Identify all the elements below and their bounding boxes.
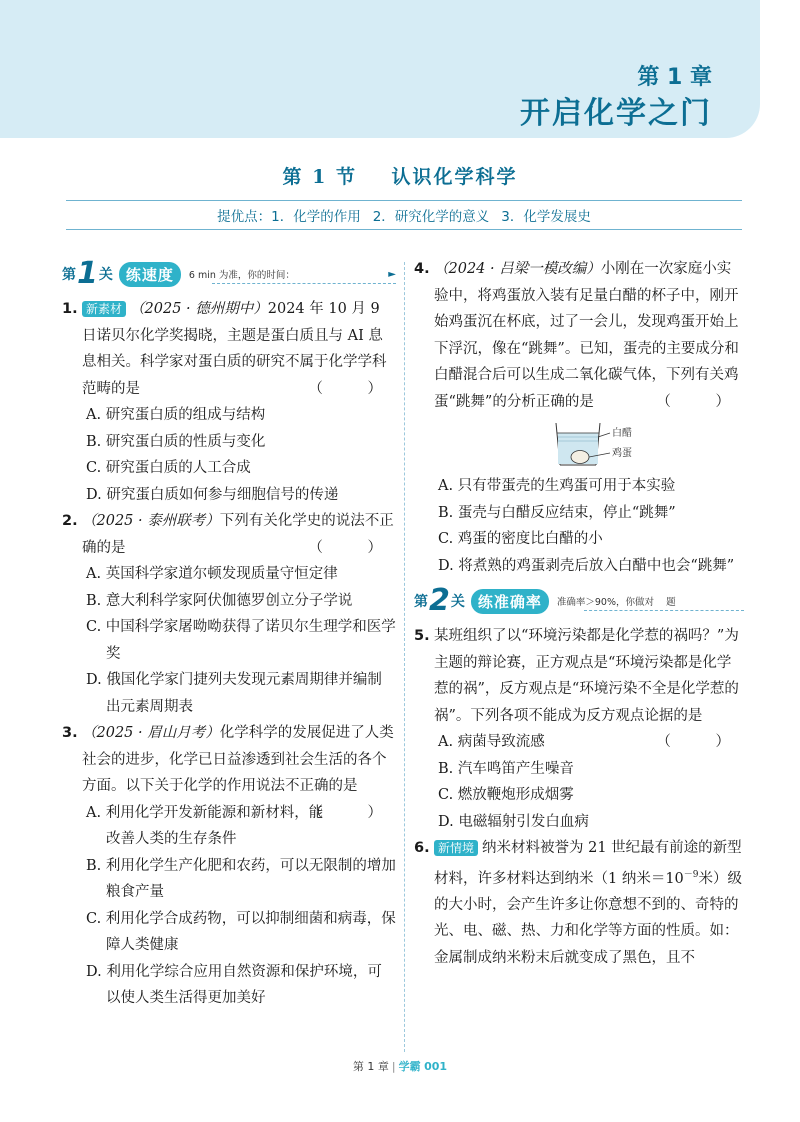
option-b: B. 意大利科学家阿伏伽德罗创立分子学说	[86, 592, 353, 609]
question-number: 6.	[414, 840, 430, 856]
option-b: B. 汽车鸣笛产生噪音	[438, 760, 574, 777]
question-source: （2025 · 眉山月考）	[82, 725, 220, 741]
answer-blank: （ ）	[308, 380, 402, 397]
question-text: 化学科学的发展促进了人类社会的进步，化学已日益渗透到社会生活的各个方面。以下关于化学的作用说法不正确的是	[82, 725, 394, 794]
focus-item-1: 1．化学的作用	[271, 209, 361, 225]
option-a: A. 英国科学家道尔顿发现质量守恒定律	[86, 566, 338, 582]
question-1	[62, 296, 402, 508]
answer-blank: （ ）	[308, 539, 402, 556]
chapter-title: 开启化学之门	[520, 96, 712, 131]
level-2-note: 准确率＞90%，你做对 题	[556, 597, 676, 608]
right-column	[414, 256, 750, 971]
cup-egg-figure	[414, 415, 744, 473]
question-text: 小刚在一次家庭小实验中，将鸡蛋放入装有足量白醋的杯子中，刚开始鸡蛋沉在杯底，过了一会儿，发现鸡蛋开始上下浮沉，像在“跳舞”。已知，蛋壳的主要成分和白醋混合后可以生成二氧化碳气体，下列有关鸡蛋“跳舞”的分析正确的是	[434, 261, 739, 410]
level-1-header	[62, 256, 396, 292]
option-d: D. 俄国化学家门捷列夫发现元素周期律并编制出元素周期表	[86, 672, 382, 715]
level-2-number: 2	[429, 583, 450, 618]
option-c: C. 研究蛋白质的人工合成	[86, 460, 251, 476]
question-text: 下列有关化学史的说法不正确的是	[82, 513, 394, 556]
question-text-part-1: 纳米材料被誉为 21 世纪最有前途的新型材料，许多材料达到纳米（1 纳米＝10	[434, 840, 742, 887]
option-d: D. 将煮熟的鸡蛋剥壳后放入白醋中也会“跳舞”	[438, 557, 735, 574]
level-1-name: 练速度	[119, 262, 181, 287]
question-number: 5.	[414, 628, 430, 644]
option-c: C. 鸡蛋的密度比白醋的小	[438, 531, 603, 547]
option-a: A. 只有带蛋壳的生鸡蛋可用于本实验	[438, 478, 676, 494]
focus-points-bar	[66, 200, 742, 230]
focus-label: 提优点：	[217, 209, 272, 225]
question-6	[414, 835, 744, 971]
answer-blank: （ ）	[308, 804, 402, 821]
level-2-suffix: 关	[450, 594, 465, 610]
page-number: 001	[424, 1060, 448, 1073]
option-b: B. 蛋壳与白醋反应结束，停止“跳舞”	[438, 504, 676, 521]
question-4	[414, 256, 750, 579]
option-c: C. 燃放鞭炮形成烟雾	[438, 787, 574, 803]
level-1-number: 1	[77, 256, 98, 291]
level-1-prefix: 第	[62, 267, 76, 283]
option-c: C. 利用化学合成药物，可以抑制细菌和病毒，保障人类健康	[86, 910, 396, 953]
option-a: A. 研究蛋白质的组成与结构	[86, 407, 266, 423]
question-number: 2.	[62, 513, 78, 529]
question-5	[414, 623, 750, 835]
level-1-note: 6 min 为准，你的时间：	[188, 270, 295, 281]
question-number: 1.	[62, 301, 78, 317]
exponent: －9	[683, 869, 699, 880]
option-d: D. 利用化学综合应用自然资源和保护环境，可以使人类生活得更加美好	[86, 963, 382, 1006]
question-source: （2024 · 吕梁一模改编）	[434, 261, 601, 277]
question-source: （2025 · 泰州联考）	[82, 513, 220, 529]
question-number: 3.	[62, 725, 78, 741]
new-material-tag: 新素材	[82, 301, 126, 317]
option-b: B. 研究蛋白质的性质与变化	[86, 433, 266, 450]
figure-label-vinegar: 白醋	[612, 428, 632, 439]
footer-separator: |	[391, 1060, 396, 1073]
question-source: （2025 · 德州期中）	[130, 301, 268, 317]
option-a: A. 病菌导致流感	[438, 734, 545, 750]
focus-item-2: 2．研究化学的意义	[372, 209, 490, 225]
option-b: B. 利用化学生产化肥和农药，可以无限制的增加粮食产量	[86, 857, 396, 900]
option-c: C. 中国科学家屠呦呦获得了诺贝尔生理学和医学奖	[86, 619, 396, 662]
question-text: 某班组织了以“环境污染都是化学惹的祸吗？”为主题的辩论赛，正方观点是“环境污染都是化学惹的祸”，反方观点是“环境污染不全是化学惹的祸”。下列各项不能成为反方观点论据的是	[434, 628, 739, 724]
section-title: 第 1 节 认识化学科学	[282, 166, 518, 188]
beaker-egg-icon	[534, 419, 664, 471]
option-d: D. 研究蛋白质如何参与细胞信号的传递	[86, 486, 339, 503]
option-a: A. 利用化学开发新能源和新材料，能改善人类的生存条件	[86, 804, 324, 847]
new-context-tag: 新情境	[434, 840, 478, 856]
left-column	[62, 256, 402, 1012]
answer-blank: （ ）	[656, 393, 750, 410]
footer-chapter: 第 1 章	[352, 1060, 389, 1073]
column-divider	[404, 262, 405, 1052]
arrow-right-icon: ►	[388, 268, 396, 280]
question-text-part-2: 米）级的大小时，会产生许多让你意想不到的、奇特的光、电、磁、热、力和化学等方面的性质。如：金属制成纳米粉末后就变成了黑色，且不	[434, 870, 743, 966]
option-d: D. 电磁辐射引发白血病	[438, 813, 589, 830]
level-2-prefix: 第	[414, 594, 428, 610]
level-2-name: 练准确率	[471, 589, 549, 614]
question-text: 2024 年 10 月 9 日诺贝尔化学奖揭晓，主题是蛋白质且与 AI 息息相关。科学家对蛋白质的研究不属于化学学科范畴的是	[82, 301, 387, 397]
figure-label-egg: 鸡蛋	[612, 448, 632, 459]
question-3	[62, 720, 402, 1012]
question-2	[62, 508, 402, 720]
focus-item-3: 3．化学发展史	[501, 209, 591, 225]
level-2-header	[414, 583, 744, 619]
chapter-banner	[0, 0, 760, 138]
page-footer	[0, 1058, 800, 1074]
footer-brand: 学霸	[398, 1060, 421, 1073]
chapter-number: 第 1 章	[637, 65, 712, 90]
answer-blank: （ ）	[656, 734, 750, 750]
question-number: 4.	[414, 261, 430, 277]
level-1-suffix: 关	[98, 267, 113, 283]
